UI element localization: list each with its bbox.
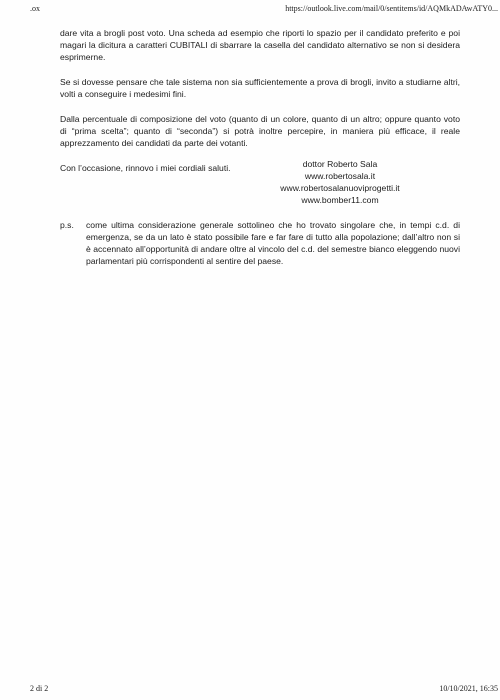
signature-website: www.bomber11.com	[301, 195, 379, 205]
signature-website: www.robertosala.it	[304, 171, 376, 181]
header-fragment: .ox	[30, 4, 40, 13]
paragraph: dare vita a brogli post voto. Una scheda ad esempio che riporti lo spazio per il candidato preferito e poi magari la dicitura a caratteri CUBITALI di sbarrare la casella del candidato alternativo se non si desidera esprimerne.	[60, 28, 460, 62]
print-datetime: 10/10/2021, 16:35	[439, 684, 498, 693]
postscript-label: p.s.	[60, 220, 74, 230]
page-number: 2 di 2	[30, 684, 49, 693]
signature-block	[250, 158, 430, 206]
paragraph: Dalla percentuale di composizione del voto (quanto di un colore, quanto di un altro; oppure quanto voto di “prima scelta”; quanto di “seconda”) si potrà inoltre percepire, in maniera più efficace, il reale apprezzamento dei candidati da parte dei votanti.	[60, 114, 460, 148]
signature-name: dottor Roberto Sala	[302, 159, 378, 169]
signature-website: www.robertosalanuoviprogetti.it	[280, 183, 400, 193]
postscript-text: come ultima considerazione generale sottolineo che ho trovato singolare che, in tempi c.d. di emergenza, se da un lato è stato possibile fare e far fare di tutto alla popolazione; dall’altro non si è accennato all’opportunità di andare oltre al vincolo del c.d. del semestre bianco eleggendo nuovi parlamentari più corrispondenti al sentire del paese.	[86, 220, 460, 266]
header-url: https://outlook.live.com/mail/0/sentitems/id/AQMkADAwATY0...	[285, 4, 498, 13]
closing-greeting: Con l’occasione, rinnovo i miei cordiali saluti.	[60, 163, 231, 173]
paragraph: Se si dovesse pensare che tale sistema non sia sufficientemente a prova di brogli, invito a studiarne altri, volti a conseguire i medesimi fini.	[60, 77, 460, 99]
